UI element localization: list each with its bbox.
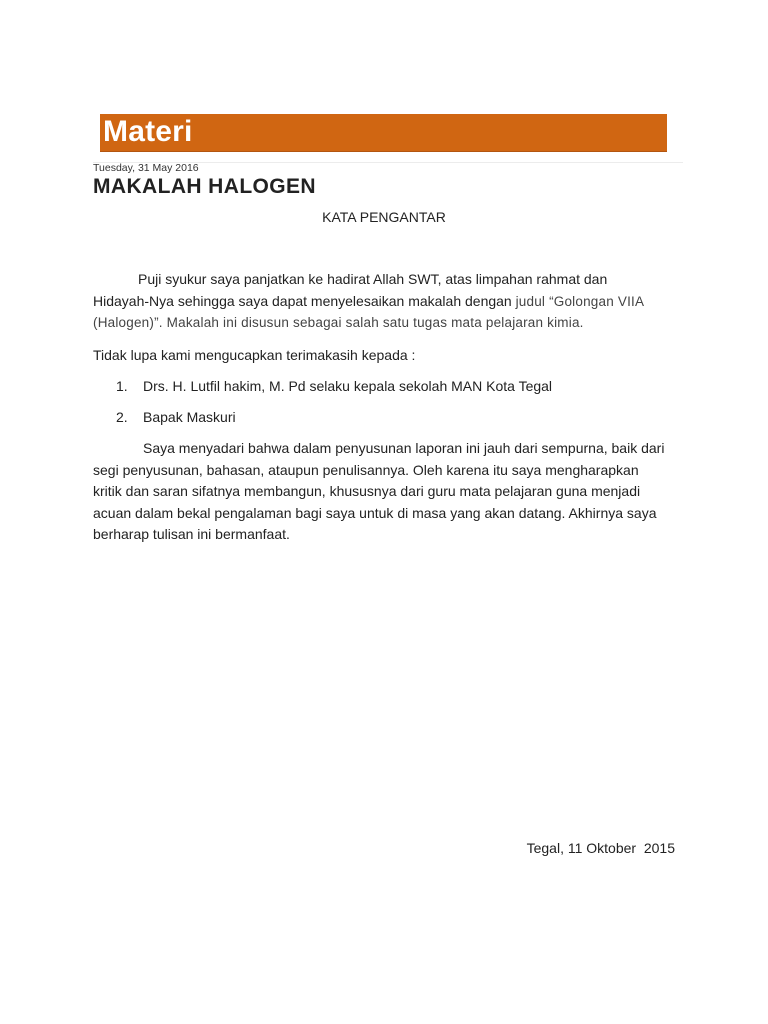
post-date: Tuesday, 31 May 2016 [93,162,199,174]
closing-line-3: kritik dan saran sifatnya membangun, khususnya dari guru mata pelajaran guna menjadi [93,483,641,499]
intro-line-1: Puji syukur saya panjatkan ke hadirat Allah SWT, atas limpahan rahmat dan [138,271,608,287]
blog-header [100,114,667,152]
signature-date: Tegal, 11 Oktober 2015 [526,840,675,856]
intro-line-2: Hidayah-Nya sehingga saya dapat menyelesaikan makalah dengan judul “Golongan VIIA [93,292,645,309]
thanks-line: Tidak lupa kami mengucapkan terimakasih kepada : [93,347,416,363]
closing-line-4: acuan dalam bekal pengalaman bagi saya untuk di masa yang akan datang. Akhirnya saya [93,504,657,521]
list-number: 1. [116,378,128,394]
intro-line-3: (Halogen)”. Makalah ini disusun sebagai salah satu tugas mata pelajaran kimia. [93,315,584,330]
section-heading: KATA PENGANTAR [322,209,446,225]
post-title[interactable]: MAKALAH HALOGEN [93,175,316,198]
list-number: 2. [116,409,128,425]
closing-line-2: segi penyusunan, bahasan, ataupun penulisannya. Oleh karena itu saya mengharapkan [93,461,639,478]
list-text: Bapak Maskuri [143,409,236,425]
list-item [116,376,552,396]
list-item [116,407,236,427]
closing-paragraph [93,438,678,546]
blog-title[interactable]: Materi [103,115,193,148]
list-text: Drs. H. Lutfil hakim, M. Pd selaku kepala sekolah MAN Kota Tegal [143,378,553,394]
closing-line-5: berharap tulisan ini bermanfaat. [93,526,290,542]
closing-line-1: Saya menyadari bahwa dalam penyusunan laporan ini jauh dari sempurna, baik dari [143,440,665,456]
intro-paragraph [93,269,678,334]
